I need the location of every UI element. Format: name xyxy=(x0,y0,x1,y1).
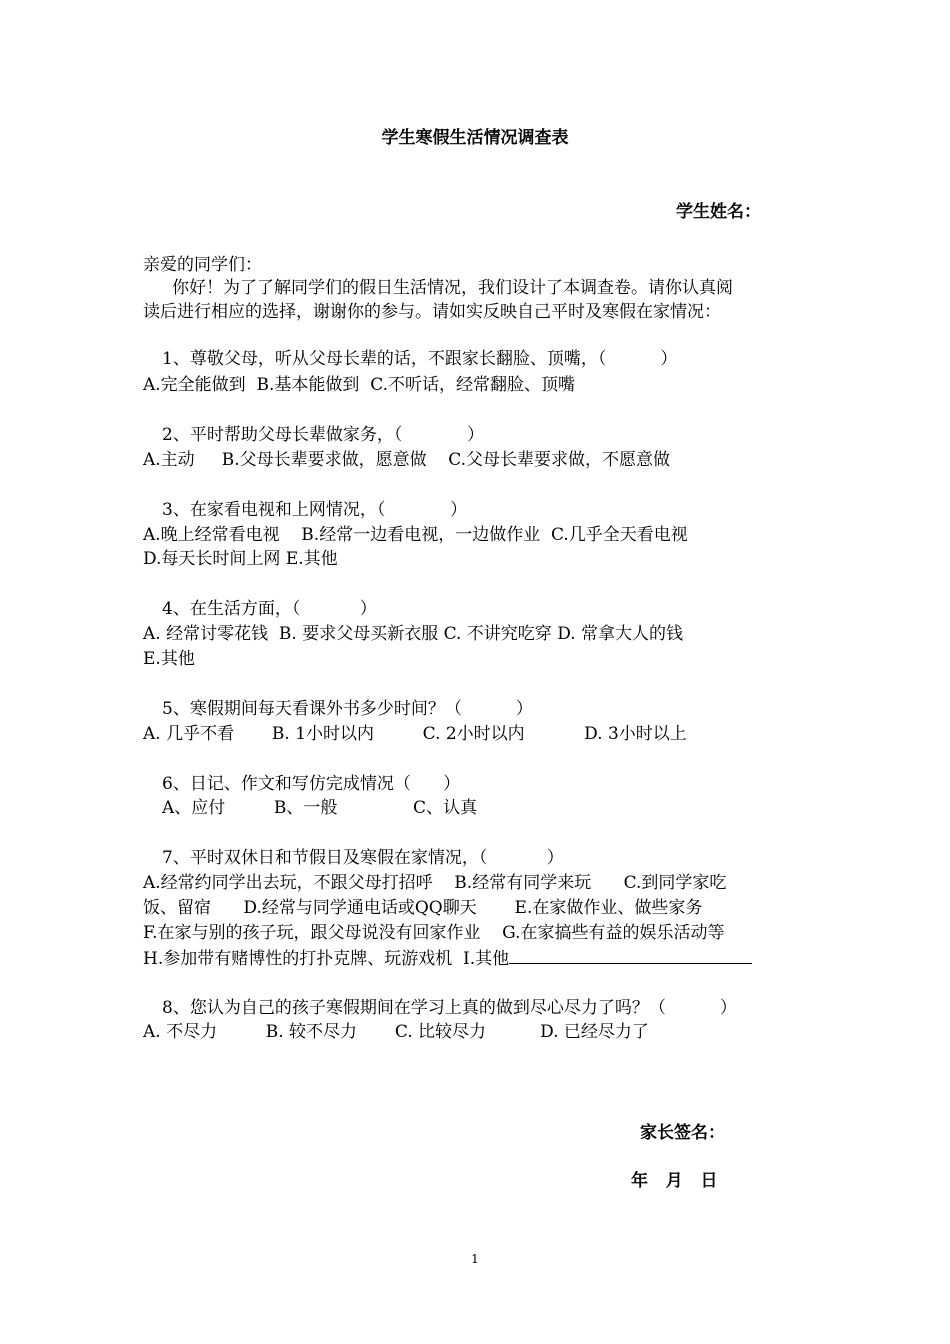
question-7-options-3: F.在家与别的孩子玩，跟父母说没有回家作业 G.在家搞些有益的娱乐活动等 xyxy=(143,923,725,943)
question-4-options-1: A. 经常讨零花钱 B. 要求父母买新衣服 C. 不讲究吃穿 D. 常拿大人的钱 xyxy=(143,624,684,644)
fill-in-blank-line xyxy=(509,947,752,964)
intro-line-2: 读后进行相应的选择，谢谢你的参与。请如实反映自己平时及寒假在家情况： xyxy=(143,302,721,322)
question-7-options-4: H.参加带有赌博性的打扑克牌、玩游戏机 I.其他 xyxy=(143,949,510,969)
question-6: 6、日记、作文和写仿完成情况（ ） xyxy=(162,774,461,794)
question-2: 2、平时帮助父母长辈做家务，（ ） xyxy=(162,425,485,445)
question-7-options-4-row xyxy=(143,947,752,970)
question-1: 1、尊敬父母，听从父母长辈的话，不跟家长翻脸、顶嘴，（ ） xyxy=(162,349,678,369)
question-1-options: A.完全能做到 B.基本能做到 C.不听话，经常翻脸、顶嘴 xyxy=(143,375,575,395)
question-7-options-2: 饭、留宿 D.经常与同学通电话或QQ聊天 E.在家做作业、做些家务 xyxy=(143,898,703,918)
date-label: 年 月 日 xyxy=(631,1171,718,1191)
student-name-label: 学生姓名： xyxy=(676,202,761,222)
page-title: 学生寒假生活情况调查表 xyxy=(381,128,569,148)
question-6-options: A、应付 B、一般 C、认真 xyxy=(162,798,478,818)
question-5: 5、寒假期间每天看课外书多少时间？（ ） xyxy=(162,699,533,719)
parent-signature-label: 家长签名： xyxy=(640,1123,725,1143)
greeting: 亲爱的同学们： xyxy=(143,255,262,275)
question-4: 4、在生活方面，（ ） xyxy=(162,599,377,619)
question-4-options-2: E.其他 xyxy=(143,649,195,669)
question-3-options-2: D.每天长时间上网 E.其他 xyxy=(143,549,338,569)
intro-line-1: 你好！为了了解同学们的假日生活情况，我们设计了本调查卷。请你认真阅 xyxy=(172,278,733,298)
question-8: 8、您认为自己的孩子寒假期间在学习上真的做到尽心尽力了吗？（ ） xyxy=(162,998,737,1018)
question-7-options-1: A.经常约同学出去玩，不跟父母打招呼 B.经常有同学来玩 C.到同学家吃 xyxy=(143,873,727,893)
question-3-options-1: A.晚上经常看电视 B.经常一边看电视，一边做作业 C.几乎全天看电视 xyxy=(143,525,688,545)
page-number: 1 xyxy=(471,1252,479,1266)
question-7: 7、平时双休日和节假日及寒假在家情况，（ ） xyxy=(162,848,564,868)
question-8-options: A. 不尽力 B. 较不尽力 C. 比较尽力 D. 已经尽力了 xyxy=(143,1022,649,1042)
question-3: 3、在家看电视和上网情况，（ ） xyxy=(162,500,468,520)
question-5-options: A. 几乎不看 B. 1小时以内 C. 2小时以内 D. 3小时以上 xyxy=(143,724,687,744)
question-2-options: A.主动 B.父母长辈要求做，愿意做 C.父母长辈要求做，不愿意做 xyxy=(143,450,671,470)
